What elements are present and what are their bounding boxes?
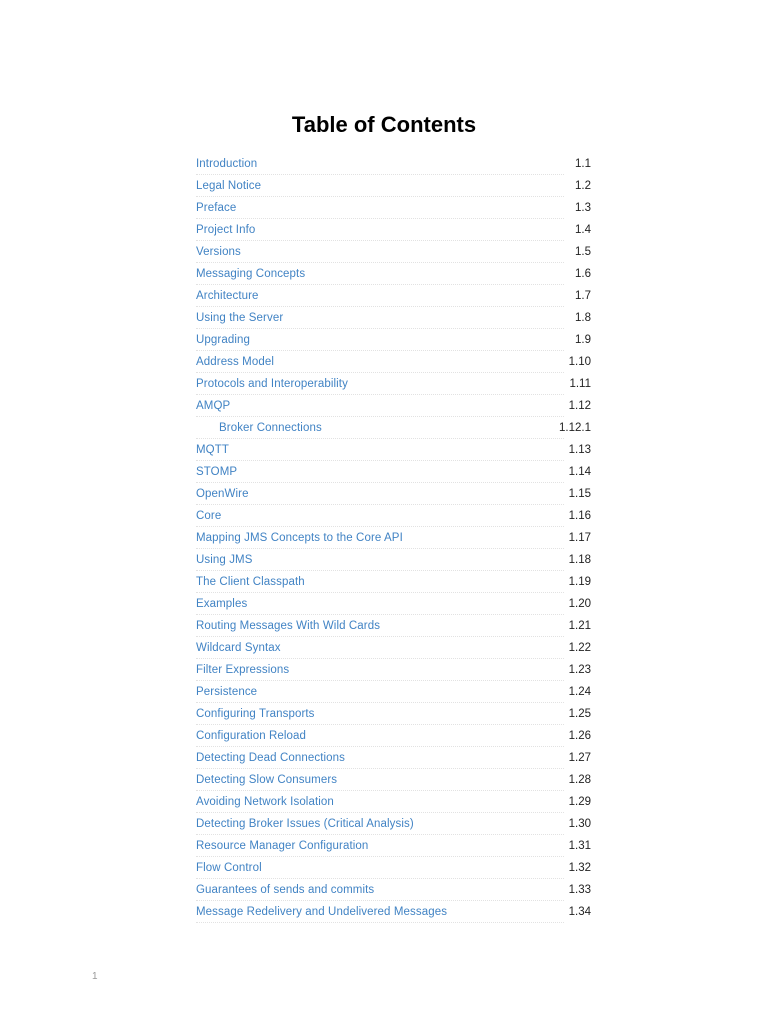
toc-divider xyxy=(196,306,564,307)
toc-entry-link[interactable]: Address Model xyxy=(196,356,275,368)
toc-entry-number: 1.22 xyxy=(568,642,591,654)
toc-divider xyxy=(196,328,564,329)
toc-divider xyxy=(196,174,564,175)
toc-entry-link[interactable]: Messaging Concepts xyxy=(196,268,306,280)
toc-entry[interactable] xyxy=(196,792,591,813)
toc-divider xyxy=(196,790,564,791)
toc-entry[interactable] xyxy=(196,176,591,197)
toc-entry-number: 1.7 xyxy=(575,290,591,302)
toc-entry-number: 1.11 xyxy=(569,378,591,390)
toc-entry-link[interactable]: MQTT xyxy=(196,444,229,456)
toc-entry-number: 1.17 xyxy=(568,532,591,544)
toc-divider xyxy=(196,702,564,703)
toc-entry[interactable] xyxy=(196,462,591,483)
toc-divider xyxy=(196,416,564,417)
toc-entry-link[interactable]: Project Info xyxy=(196,224,256,236)
toc-divider xyxy=(196,350,564,351)
toc-entry-link[interactable]: Upgrading xyxy=(196,334,250,346)
toc-entry[interactable] xyxy=(196,198,591,219)
toc-entry[interactable] xyxy=(196,902,591,923)
toc-divider xyxy=(196,548,564,549)
toc-divider xyxy=(196,394,564,395)
toc-entry[interactable] xyxy=(196,330,591,351)
toc-divider xyxy=(196,240,564,241)
toc-entry[interactable] xyxy=(196,528,591,549)
toc-entry[interactable] xyxy=(196,594,591,615)
toc-entry-number: 1.30 xyxy=(568,818,591,830)
toc-entry[interactable] xyxy=(196,418,591,439)
toc-entry-link[interactable]: Flow Control xyxy=(196,862,262,874)
toc-entry-number: 1.10 xyxy=(568,356,591,368)
toc-entry[interactable] xyxy=(196,814,591,835)
toc-divider xyxy=(196,680,564,681)
page-title: Table of Contents xyxy=(291,112,477,137)
toc-entry-link[interactable]: Routing Messages With Wild Cards xyxy=(196,620,381,632)
toc-entry[interactable] xyxy=(196,638,591,659)
toc-entry[interactable] xyxy=(196,704,591,725)
toc-entry-number: 1.16 xyxy=(568,510,591,522)
toc-entry-number: 1.24 xyxy=(568,686,591,698)
toc-entry[interactable] xyxy=(196,308,591,329)
toc-entry[interactable] xyxy=(196,770,591,791)
toc-entry-link[interactable]: Legal Notice xyxy=(196,180,262,192)
toc-entry[interactable] xyxy=(196,748,591,769)
toc-entry-link[interactable]: Broker Connections xyxy=(219,422,322,434)
toc-divider xyxy=(196,196,564,197)
toc-entry-number: 1.18 xyxy=(568,554,591,566)
toc-entry-link[interactable]: Configuring Transports xyxy=(196,708,315,720)
toc-entry[interactable] xyxy=(196,858,591,879)
toc-divider xyxy=(196,812,564,813)
toc-entry[interactable] xyxy=(196,374,591,395)
toc-divider xyxy=(196,284,564,285)
toc-entry-number: 1.15 xyxy=(568,488,591,500)
toc-entry-number: 1.9 xyxy=(575,334,591,346)
toc-entry-link[interactable]: Persistence xyxy=(196,686,258,698)
toc-entry[interactable] xyxy=(196,154,591,175)
toc-entry-link[interactable]: Using JMS xyxy=(196,554,253,566)
toc-entry-number: 1.34 xyxy=(568,906,591,918)
toc-divider xyxy=(196,460,564,461)
toc-entry[interactable] xyxy=(196,616,591,637)
toc-entry-link[interactable]: Detecting Slow Consumers xyxy=(196,774,338,786)
toc-entry-link[interactable]: Filter Expressions xyxy=(196,664,290,676)
toc-entry-link[interactable]: Resource Manager Configuration xyxy=(196,840,369,852)
toc-divider xyxy=(196,878,564,879)
toc-entry-link[interactable]: Using the Server xyxy=(196,312,284,324)
toc-entry-number: 1.2 xyxy=(575,180,591,192)
toc-divider xyxy=(196,372,564,373)
toc-entry-number: 1.31 xyxy=(568,840,591,852)
toc-entry[interactable] xyxy=(196,396,591,417)
toc-entry-link[interactable]: Introduction xyxy=(196,158,258,170)
toc-divider xyxy=(196,218,564,219)
toc-divider xyxy=(196,856,564,857)
toc-entry[interactable] xyxy=(196,506,591,527)
toc-entry-number: 1.25 xyxy=(568,708,591,720)
toc-entry[interactable] xyxy=(196,484,591,505)
toc-entry[interactable] xyxy=(196,352,591,373)
toc-entry-number: 1.12.1 xyxy=(559,422,591,434)
toc-entry-link[interactable]: Versions xyxy=(196,246,241,258)
toc-divider xyxy=(196,922,564,923)
toc-divider xyxy=(196,438,564,439)
toc-entry[interactable] xyxy=(196,550,591,571)
toc-divider xyxy=(196,724,564,725)
toc-divider xyxy=(196,570,564,571)
toc-entry-number: 1.29 xyxy=(568,796,591,808)
toc-divider xyxy=(196,482,564,483)
toc-entry-number: 1.13 xyxy=(568,444,591,456)
toc-divider xyxy=(196,900,564,901)
toc-entry-link[interactable]: Core xyxy=(196,510,222,522)
toc-entry-number: 1.23 xyxy=(568,664,591,676)
toc-entry-link[interactable]: AMQP xyxy=(196,400,231,412)
toc-entry[interactable] xyxy=(196,242,591,263)
toc-divider xyxy=(196,768,564,769)
toc-divider xyxy=(196,504,564,505)
toc-divider xyxy=(196,658,564,659)
toc-entry-link[interactable]: Architecture xyxy=(196,290,259,302)
toc-entry[interactable] xyxy=(196,880,591,901)
toc-entry-link[interactable]: Avoiding Network Isolation xyxy=(196,796,334,808)
toc-entry-number: 1.6 xyxy=(575,268,591,280)
toc-entry-link[interactable]: OpenWire xyxy=(196,488,249,500)
toc-entry[interactable] xyxy=(196,440,591,461)
page-number: 1 xyxy=(92,971,98,982)
toc-entry[interactable] xyxy=(196,264,591,285)
toc-entry[interactable] xyxy=(196,660,591,681)
toc-entry-number: 1.21 xyxy=(568,620,591,632)
toc-entry-link[interactable]: Detecting Broker Issues (Critical Analysis) xyxy=(196,818,414,830)
toc-divider xyxy=(196,746,564,747)
toc-entry-number: 1.12 xyxy=(568,400,591,412)
toc-entry-link[interactable]: Examples xyxy=(196,598,248,610)
toc-entry-number: 1.26 xyxy=(568,730,591,742)
toc-divider xyxy=(196,636,564,637)
toc-entry-link[interactable]: Guarantees of sends and commits xyxy=(196,884,375,896)
table-of-contents xyxy=(196,154,591,924)
toc-entry-link[interactable]: Preface xyxy=(196,202,237,214)
toc-divider xyxy=(196,614,564,615)
toc-entry-number: 1.14 xyxy=(568,466,591,478)
toc-divider xyxy=(196,834,564,835)
toc-entry-number: 1.1 xyxy=(575,158,591,170)
toc-entry[interactable] xyxy=(196,286,591,307)
toc-entry-number: 1.3 xyxy=(575,202,591,214)
toc-divider xyxy=(196,526,564,527)
toc-entry-number: 1.4 xyxy=(575,224,591,236)
toc-entry-number: 1.28 xyxy=(568,774,591,786)
toc-entry-number: 1.27 xyxy=(568,752,591,764)
toc-entry-link[interactable]: Mapping JMS Concepts to the Core API xyxy=(196,532,403,544)
toc-entry-link[interactable]: Message Redelivery and Undelivered Messages xyxy=(196,906,448,918)
toc-entry-link[interactable]: Wildcard Syntax xyxy=(196,642,281,654)
toc-entry-number: 1.19 xyxy=(568,576,591,588)
toc-entry-number: 1.5 xyxy=(575,246,591,258)
toc-entry-link[interactable]: Protocols and Interoperability xyxy=(196,378,348,390)
toc-entry[interactable] xyxy=(196,220,591,241)
toc-entry-number: 1.32 xyxy=(568,862,591,874)
toc-entry-link[interactable]: STOMP xyxy=(196,466,238,478)
toc-entry[interactable] xyxy=(196,836,591,857)
toc-divider xyxy=(196,592,564,593)
toc-divider xyxy=(196,262,564,263)
toc-entry-link[interactable]: The Client Classpath xyxy=(196,576,305,588)
toc-entry-number: 1.8 xyxy=(575,312,591,324)
toc-entry[interactable] xyxy=(196,572,591,593)
toc-entry-link[interactable]: Configuration Reload xyxy=(196,730,307,742)
toc-entry-link[interactable]: Detecting Dead Connections xyxy=(196,752,345,764)
toc-entry[interactable] xyxy=(196,682,591,703)
toc-entry-number: 1.33 xyxy=(568,884,591,896)
toc-entry-number: 1.20 xyxy=(568,598,591,610)
toc-entry[interactable] xyxy=(196,726,591,747)
